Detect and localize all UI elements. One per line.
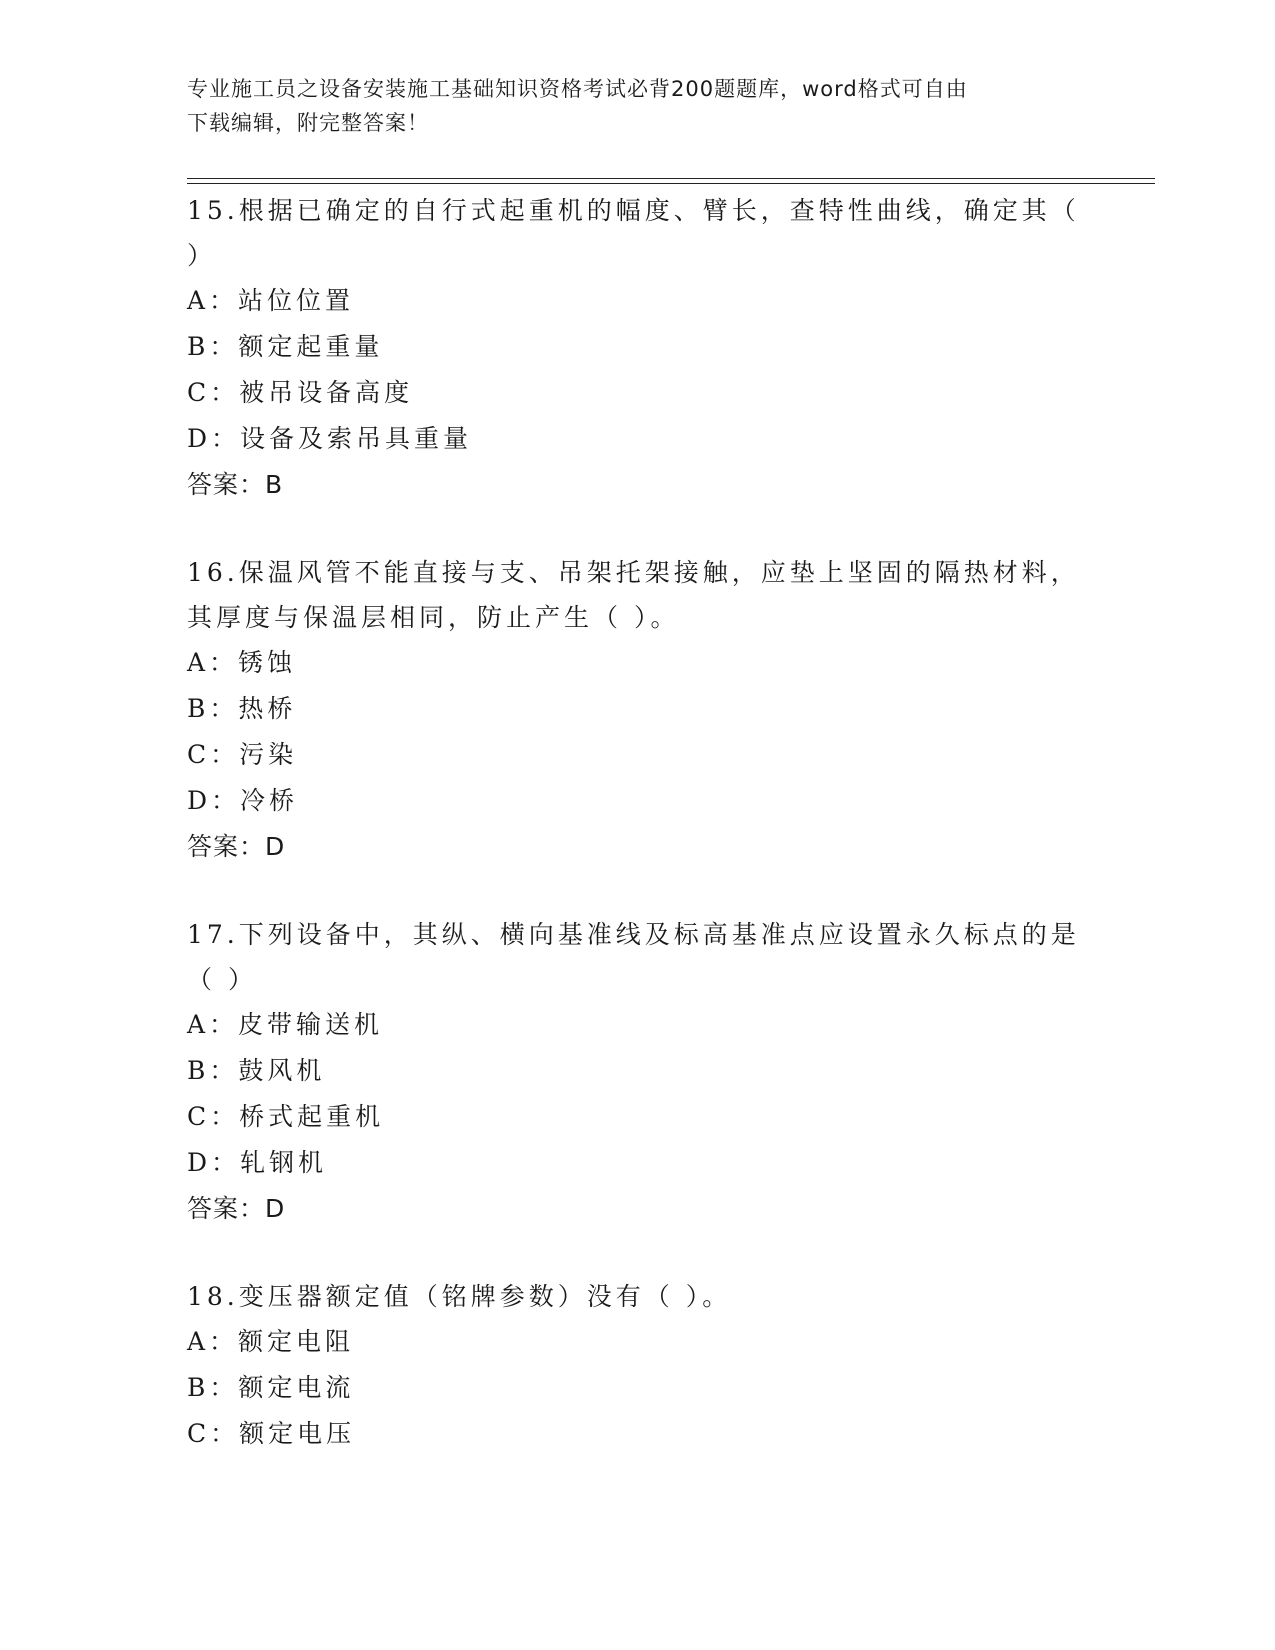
question-stem-line: 16.保温风管不能直接与支、吊架托架接触，应垫上坚固的隔热材料，: [187, 558, 1080, 587]
question-16: [187, 550, 1087, 869]
question-15: [187, 188, 1087, 507]
question-18: [187, 1274, 1087, 1457]
option-c: C：额定电压: [187, 1419, 356, 1448]
answer-line: 答案：D: [187, 832, 286, 861]
option-d: D：设备及索吊具重量: [187, 424, 473, 453]
question-stem-line: 17.下列设备中，其纵、横向基准线及标高基准点应设置永久标点的是: [187, 920, 1080, 949]
answer-line: 答案：B: [187, 470, 284, 499]
option-a: A：站位位置: [187, 286, 355, 315]
question-list: [187, 188, 1087, 1500]
answer-line: 答案：D: [187, 1194, 286, 1223]
option-d: D：冷桥: [187, 786, 299, 815]
document-header: [187, 72, 1067, 140]
option-a: A：额定电阻: [187, 1327, 355, 1356]
header-line-2: 下载编辑，附完整答案！: [187, 111, 429, 135]
option-c: C：污染: [187, 740, 298, 769]
question-stem-line: ）: [187, 241, 217, 270]
option-a: A：皮带输送机: [187, 1010, 384, 1039]
option-b: B：额定起重量: [187, 332, 384, 361]
question-stem-line: 18.变压器额定值（铭牌参数）没有（ ）。: [187, 1282, 732, 1311]
option-a: A：锈蚀: [187, 648, 297, 677]
option-b: B：热桥: [187, 694, 297, 723]
option-c: C：被吊设备高度: [187, 378, 414, 407]
header-line-1: 专业施工员之设备安装施工基础知识资格考试必背200题题库，word格式可自由: [187, 77, 968, 101]
option-d: D：轧钢机: [187, 1148, 328, 1177]
option-b: B：额定电流: [187, 1373, 355, 1402]
question-17: [187, 912, 1087, 1231]
option-c: C：桥式起重机: [187, 1102, 385, 1131]
option-b: B：鼓风机: [187, 1056, 326, 1085]
question-stem-line: 其厚度与保温层相同，防止产生（ ）。: [187, 603, 680, 632]
header-divider-bottom: [187, 183, 1155, 184]
question-stem-line: 15.根据已确定的自行式起重机的幅度、臂长，查特性曲线，确定其（: [187, 196, 1080, 225]
header-divider-top: [187, 178, 1155, 179]
question-stem-line: （ ）: [187, 965, 257, 994]
